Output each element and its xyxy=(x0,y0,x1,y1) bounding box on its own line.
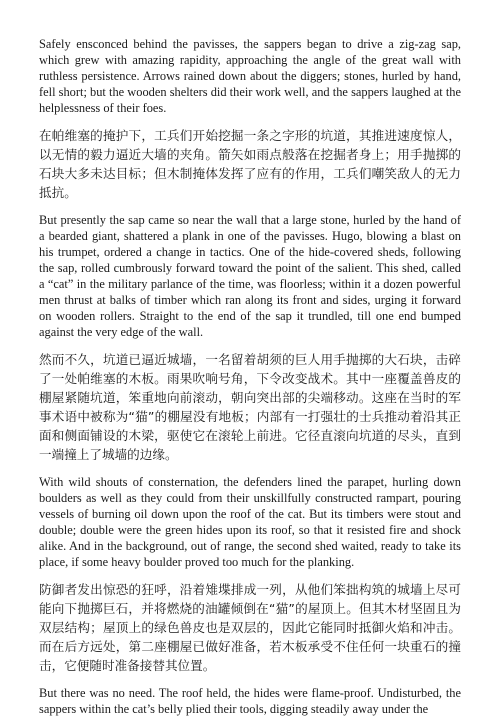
paragraph-en-4: But there was no need. The roof held, the hides were flame-proof. Undisturbed, the sappers within the cat’s belly plied their tools, digging steadily away under the xyxy=(39,686,461,716)
paragraph-zh-1: 在帕维塞的掩护下，工兵们开始挖掘一条之字形的坑道，其推进速度惊人，以无情的毅力逼近大墙的夹角。箭矢如雨点般落在挖掘者身上；用手抛掷的石块大多未达目标；但木制掩体发挥了应有的作用，工兵们嘲笑敌人的无力抵抗。 xyxy=(39,128,461,200)
document-page xyxy=(39,36,461,727)
paragraph-en-3: With wild shouts of consternation, the defenders lined the parapet, hurling down boulders as well as they could from their unskillfully constructed rampart, pouring vessels of burning oil down upon the roof of the cat. But its timbers were stout and double; double were the green hides upon its roof, so that it resisted fire and shock alike. And in the background, out of range, the second shed waited, ready to take its place, if some heavy boulder proved too much for the planking. xyxy=(39,475,461,569)
paragraph-en-2: But presently the sap came so near the wall that a large stone, hurled by the hand of a bearded giant, shattered a plank in one of the pavisses. Hugo, blowing a blast on his trumpet, ordered a change in tactics. One of the hide-covered sheds, following the sap, rolled cumbrously forward toward the point of the salient. This shed, called a “cat” in the military parlance of the time, was floorless; within it a dozen powerful men thrust at balks of timber which ran along its front and sides, urging it forward on wooden rollers. Straight to the end of the sap it trundled, till one end bumped against the very edge of the wall. xyxy=(39,213,461,339)
paragraph-zh-2: 然而不久，坑道已逼近城墙，一名留着胡须的巨人用手抛掷的大石块，击碎了一处帕维塞的木板。雨果吹响号角，下令改变战术。其中一座覆盖兽皮的棚屋紧随坑道，笨重地向前滚动，朝向突出部的尖端移动。这座在当时的军事术语中被称为“猫”的棚屋没有地板；内部有一打强壮的士兵推动着沿其正面和侧面铺设的木梁，驱使它在滚轮上前进。它径直滚向坑道的尽头，直到一端撞上了城墙的边缘。 xyxy=(39,352,461,462)
paragraph-en-1: Safely ensconced behind the pavisses, the sappers began to drive a zig-zag sap, which grew with amazing rapidity, approaching the angle of the great wall with ruthless persistence. Arrows rained down about the diggers; stones, hurled by hand, fell short; but the wooden shelters did their work well, and the sappers laughed at the helplessness of their foes. xyxy=(39,37,461,115)
paragraph-zh-3: 防御者发出惊恐的狂呼，沿着雉堞排成一列，从他们笨拙构筑的城墙上尽可能向下抛掷巨石，并将燃烧的油罐倾倒在“猫”的屋顶上。但其木材坚固且为双层结构；屋顶上的绿色兽皮也是双层的，因此它能同时抵御火焰和冲击。而在后方远处，第二座棚屋已做好准备，若木板承受不住任何一块重石的撞击，它便随时准备接替其位置。 xyxy=(39,582,461,673)
